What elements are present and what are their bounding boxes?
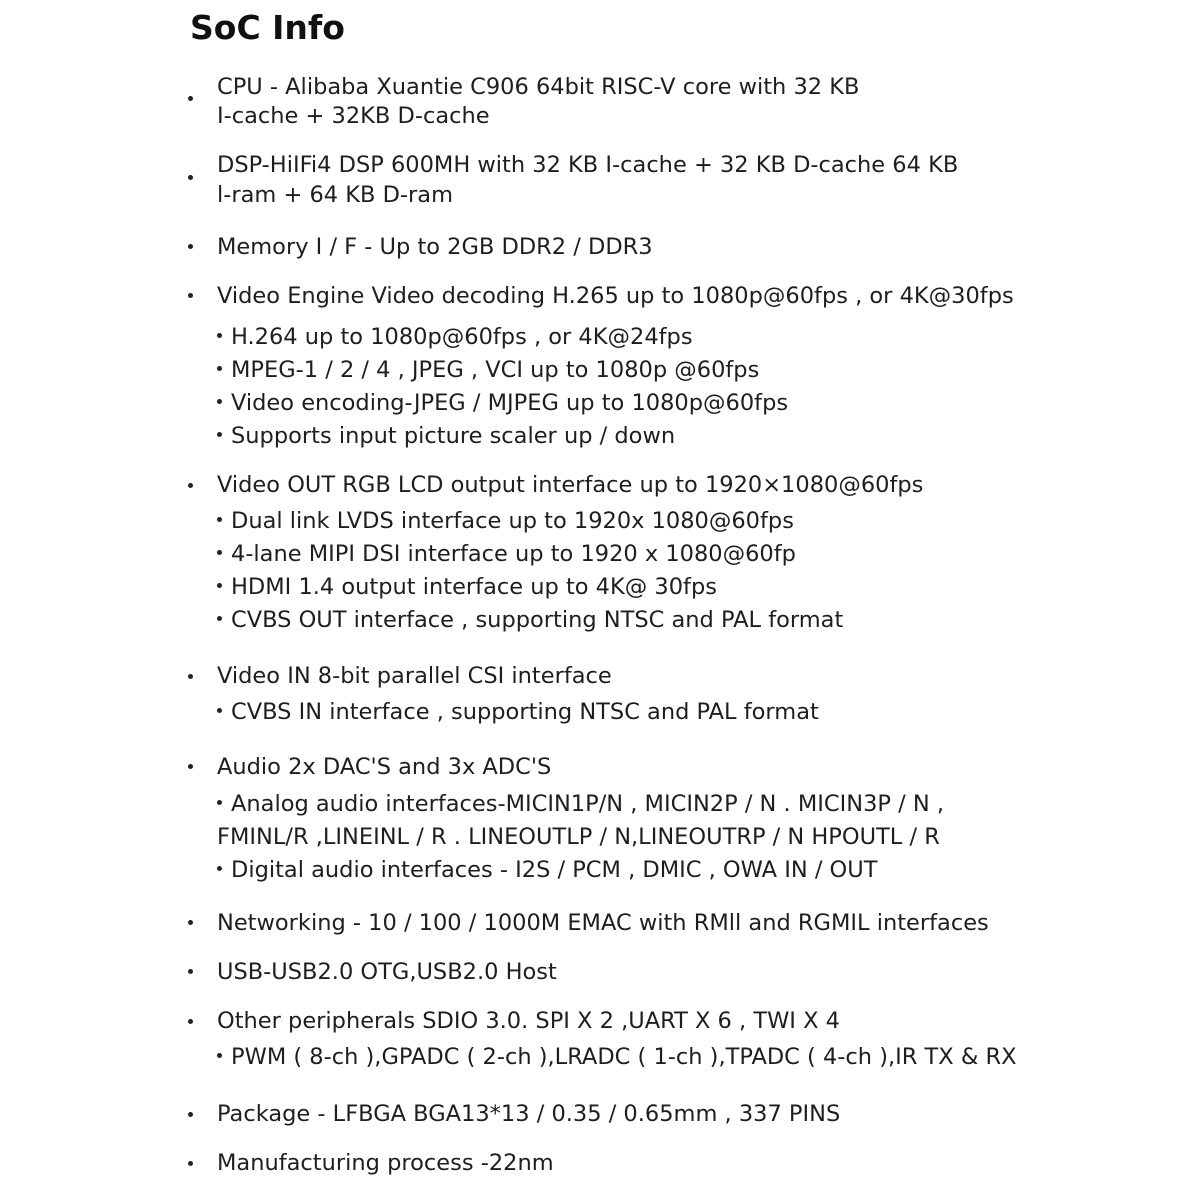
page-title: SoC Info [190,8,345,47]
spec-dsp-line1: DSP-HiIFi4 DSP 600MH with 32 KB I-cache + 32 KB D-cache 64 KB [217,152,959,178]
spec-video-in-sub [217,697,819,727]
sub-bullet-icon [217,1053,222,1058]
sub-bullet-icon [217,800,222,805]
sub-bullet-icon [217,333,222,338]
spec-video-engine-sub [217,322,693,352]
sub-item-label: 4-lane MIPI DSI interface up to 1920 x 1080@60fp [231,541,796,567]
spec-video-in: Video IN 8-bit parallel CSI interface [217,663,612,689]
sub-item-label: Dual link LVDS interface up to 1920x 1080@60fps [231,508,794,534]
spec-audio: Audio 2x DAC'S and 3x ADC'S [217,754,552,780]
spec-other-peripherals-sub [217,1042,1017,1072]
sub-bullet-icon [217,517,222,522]
spec-video-out-sub [217,572,717,602]
sub-bullet-icon [217,708,222,713]
bullet-icon [188,1019,193,1024]
spec-networking: Networking - 10 / 100 / 1000M EMAC with RMll and RGMIL interfaces [217,910,989,936]
spec-video-out-sub [217,539,796,569]
spec-audio-sub-continued: FMINL/R ,LINEINL / R . LINEOUTLP / N,LINEOUTRP / N HPOUTL / R [217,824,940,850]
spec-dsp-line2: l-ram + 64 KB D-ram [217,182,454,208]
spec-video-out: Video OUT RGB LCD output interface up to 1920×1080@60fps [217,472,924,498]
spec-audio-sub [217,789,944,819]
sub-bullet-icon [217,616,222,621]
spec-cpu-line1: CPU - Alibaba Xuantie C906 64bit RISC-V core with 32 KB [217,74,860,100]
spec-memory: Memory I / F - Up to 2GB DDR2 / DDR3 [217,234,653,260]
bullet-icon [188,674,193,679]
sub-item-label: CVBS OUT interface , supporting NTSC and PAL format [231,607,844,633]
bullet-icon [188,244,193,249]
bullet-icon [188,96,193,101]
spec-video-engine-sub [217,388,788,418]
sub-item-label: PWM ( 8-ch ),GPADC ( 2-ch ),LRADC ( 1-ch ),TPADC ( 4-ch ),IR TX & RX [231,1044,1017,1070]
sub-bullet-icon [217,432,222,437]
spec-video-out-sub [217,605,843,635]
sub-item-label: HDMI 1.4 output interface up to 4K@ 30fps [231,574,717,600]
sub-bullet-icon [217,550,222,555]
sub-bullet-icon [217,583,222,588]
spec-video-engine-sub [217,421,675,451]
sub-bullet-icon [217,866,222,871]
bullet-icon [188,969,193,974]
sub-bullet-icon [217,366,222,371]
bullet-icon [188,920,193,925]
sub-bullet-icon [217,399,222,404]
bullet-icon [188,764,193,769]
sub-item-label: MPEG-1 / 2 / 4 , JPEG , VCI up to 1080p @60fps [231,357,760,383]
sub-item-label: Video encoding-JPEG / MJPEG up to 1080p@60fps [231,390,789,416]
bullet-icon [188,175,193,180]
spec-video-engine: Video Engine Video decoding H.265 up to 1080p@60fps , or 4K@30fps [217,283,1014,309]
spec-usb: USB-USB2.0 OTG,USB2.0 Host [217,959,557,985]
sub-item-label: H.264 up to 1080p@60fps , or 4K@24fps [231,324,693,350]
bullet-icon [188,293,193,298]
bullet-icon [188,483,193,488]
spec-audio-sub [217,855,877,885]
sub-item-label: CVBS IN interface , supporting NTSC and PAL format [231,699,819,725]
spec-package: Package - LFBGA BGA13*13 / 0.35 / 0.65mm , 337 PINS [217,1101,841,1127]
bullet-icon [188,1161,193,1166]
spec-cpu-line2: I-cache + 32KB D-cache [217,103,490,129]
spec-other-peripherals: Other peripherals SDIO 3.0. SPI X 2 ,UART X 6 , TWI X 4 [217,1008,840,1034]
sub-item-label: Supports input picture scaler up / down [231,423,676,449]
sub-item-label: Digital audio interfaces - I2S / PCM , DMIC , OWA IN / OUT [231,857,878,883]
spec-video-engine-sub [217,355,759,385]
sub-item-label: Analog audio interfaces-MICIN1P/N , MICIN2P / N . MICIN3P / N , [231,791,944,817]
bullet-icon [188,1112,193,1117]
spec-process: Manufacturing process -22nm [217,1150,554,1176]
spec-video-out-sub [217,506,794,536]
